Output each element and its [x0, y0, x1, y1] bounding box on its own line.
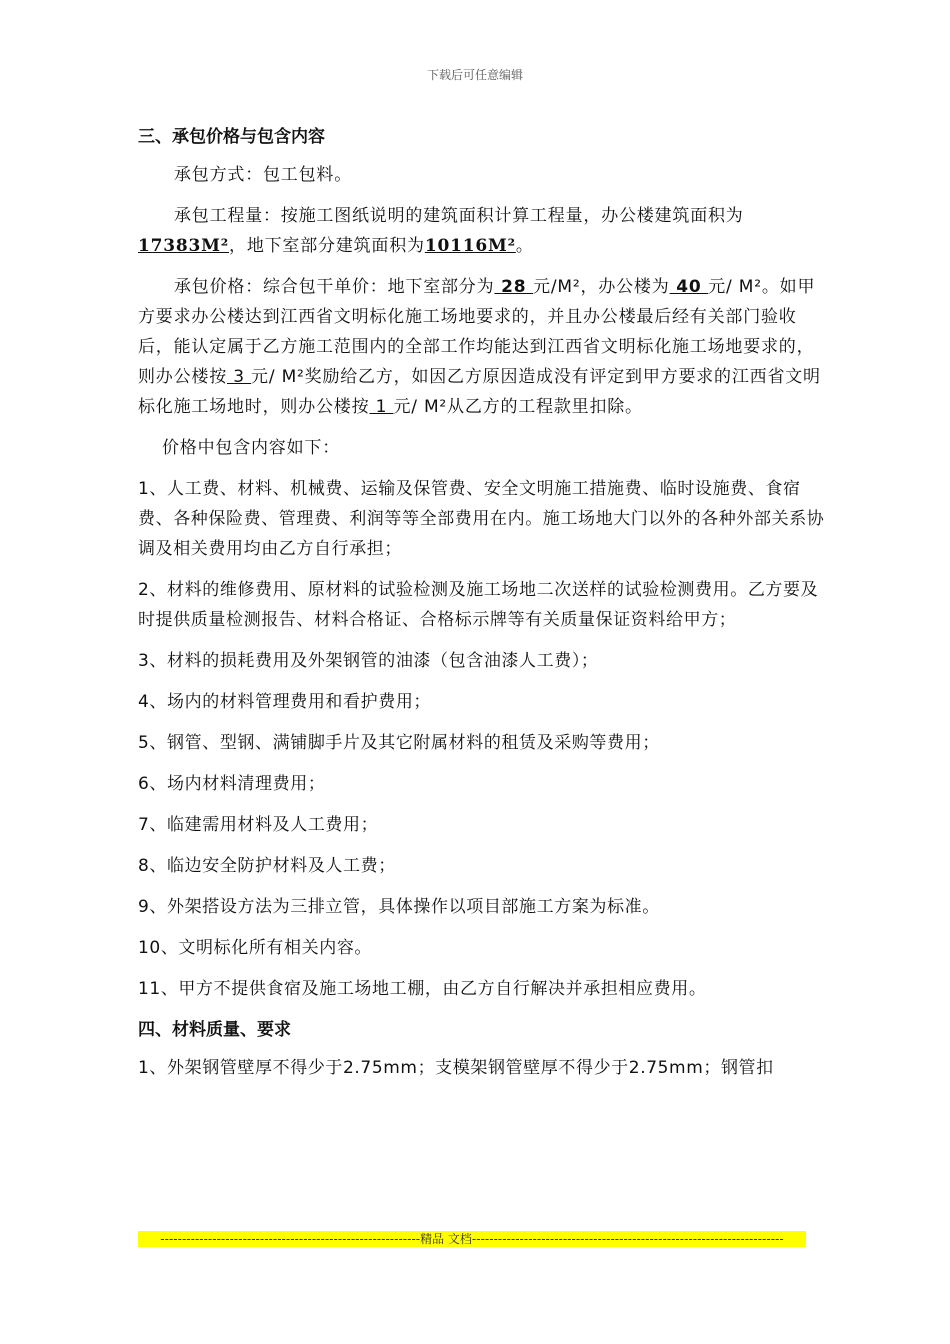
list-item: 2、材料的维修费用、原材料的试验检测及施工场地二次送样的试验检测费用。乙方要及时提供质量检测报告、材料合格证、合格标示牌等有关质量保证资料给甲方；: [138, 580, 819, 630]
list-item: 1、外架钢管壁厚不得少于2.75mm；支模架钢管壁厚不得少于2.75mm；钢管扣: [138, 1058, 774, 1078]
price-text-4: 元/ M²奖励给乙方，如因乙方原因造成没有评定到甲方要求的江西省文明标化施工场地时，则办公楼按: [138, 367, 821, 417]
document-body: [138, 122, 828, 1094]
penalty-value: 1: [369, 397, 394, 417]
list-item: 5、钢管、型钢、满铺脚手片及其它附属材料的租赁及采购等费用；: [138, 733, 660, 753]
list-item: 4、场内的材料管理费用和看护费用；: [138, 692, 432, 712]
quantity-text-middle: ，地下室部分建筑面积为: [229, 236, 425, 256]
list-item: 10、文明标化所有相关内容。: [138, 938, 373, 958]
contract-mode: 承包方式：包工包料。: [174, 165, 352, 185]
list-item: 6、场内材料清理费用；: [138, 774, 326, 794]
list-item: 7、临建需用材料及人工费用；: [138, 815, 379, 835]
list-item: 11、甲方不提供食宿及施工场地工棚，由乙方自行解决并承担相应费用。: [138, 979, 707, 999]
contract-price: [138, 272, 828, 422]
list-item: 1、人工费、材料、机械费、运输及保管费、安全文明施工措施费、临时设施费、食宿费、各种保险费、管理费、利润等等全部费用在内。施工场地大门以外的各种外部关系协调及相关费用均由乙方自行承担；: [138, 479, 825, 559]
page-footer: ------------------------------------------------------------精品 文档------------------------------------------------------------------------: [138, 1231, 806, 1247]
list-item: 8、临边安全防护材料及人工费；: [138, 856, 396, 876]
basement-price-value: 28: [494, 277, 534, 297]
list-item: 3、材料的损耗费用及外架钢管的油漆（包含油漆人工费）；: [138, 651, 599, 671]
includes-intro: 价格中包含内容如下：: [162, 438, 340, 458]
quantity-text: 承包工程量：按施工图纸说明的建筑面积计算工程量，办公楼建筑面积为: [174, 206, 744, 226]
section-3-title: 三、承包价格与包含内容: [138, 127, 325, 147]
price-text-3: 元/ M²。如甲方要求办公楼达到江西省文明标化施工场地要求的，并且办公楼最后经有关部门验收后，能认定属于乙方施工范围内的全部工作均能达到江西省文明标化施工场地要求的，则办公楼按: [138, 277, 816, 387]
office-price-value: 40: [669, 277, 709, 297]
office-area-value: 17383M²: [138, 236, 230, 256]
page-header: 下载后可任意编辑: [426, 68, 523, 82]
list-item: 9、外架搭设方法为三排立管，具体操作以项目部施工方案为标准。: [138, 897, 660, 917]
price-text-1: 承包价格：综合包干单价：地下室部分为: [174, 277, 495, 297]
price-text-2: 元/M²，办公楼为: [533, 277, 670, 297]
section-4-title: 四、材料质量、要求: [138, 1020, 291, 1040]
basement-area-value: 10116M²: [424, 236, 516, 256]
contract-quantity: [138, 201, 828, 261]
price-text-5: 元/ M²从乙方的工程款里扣除。: [393, 397, 643, 417]
reward-value: 3: [227, 367, 252, 387]
quantity-text-suffix: 。: [515, 236, 534, 256]
